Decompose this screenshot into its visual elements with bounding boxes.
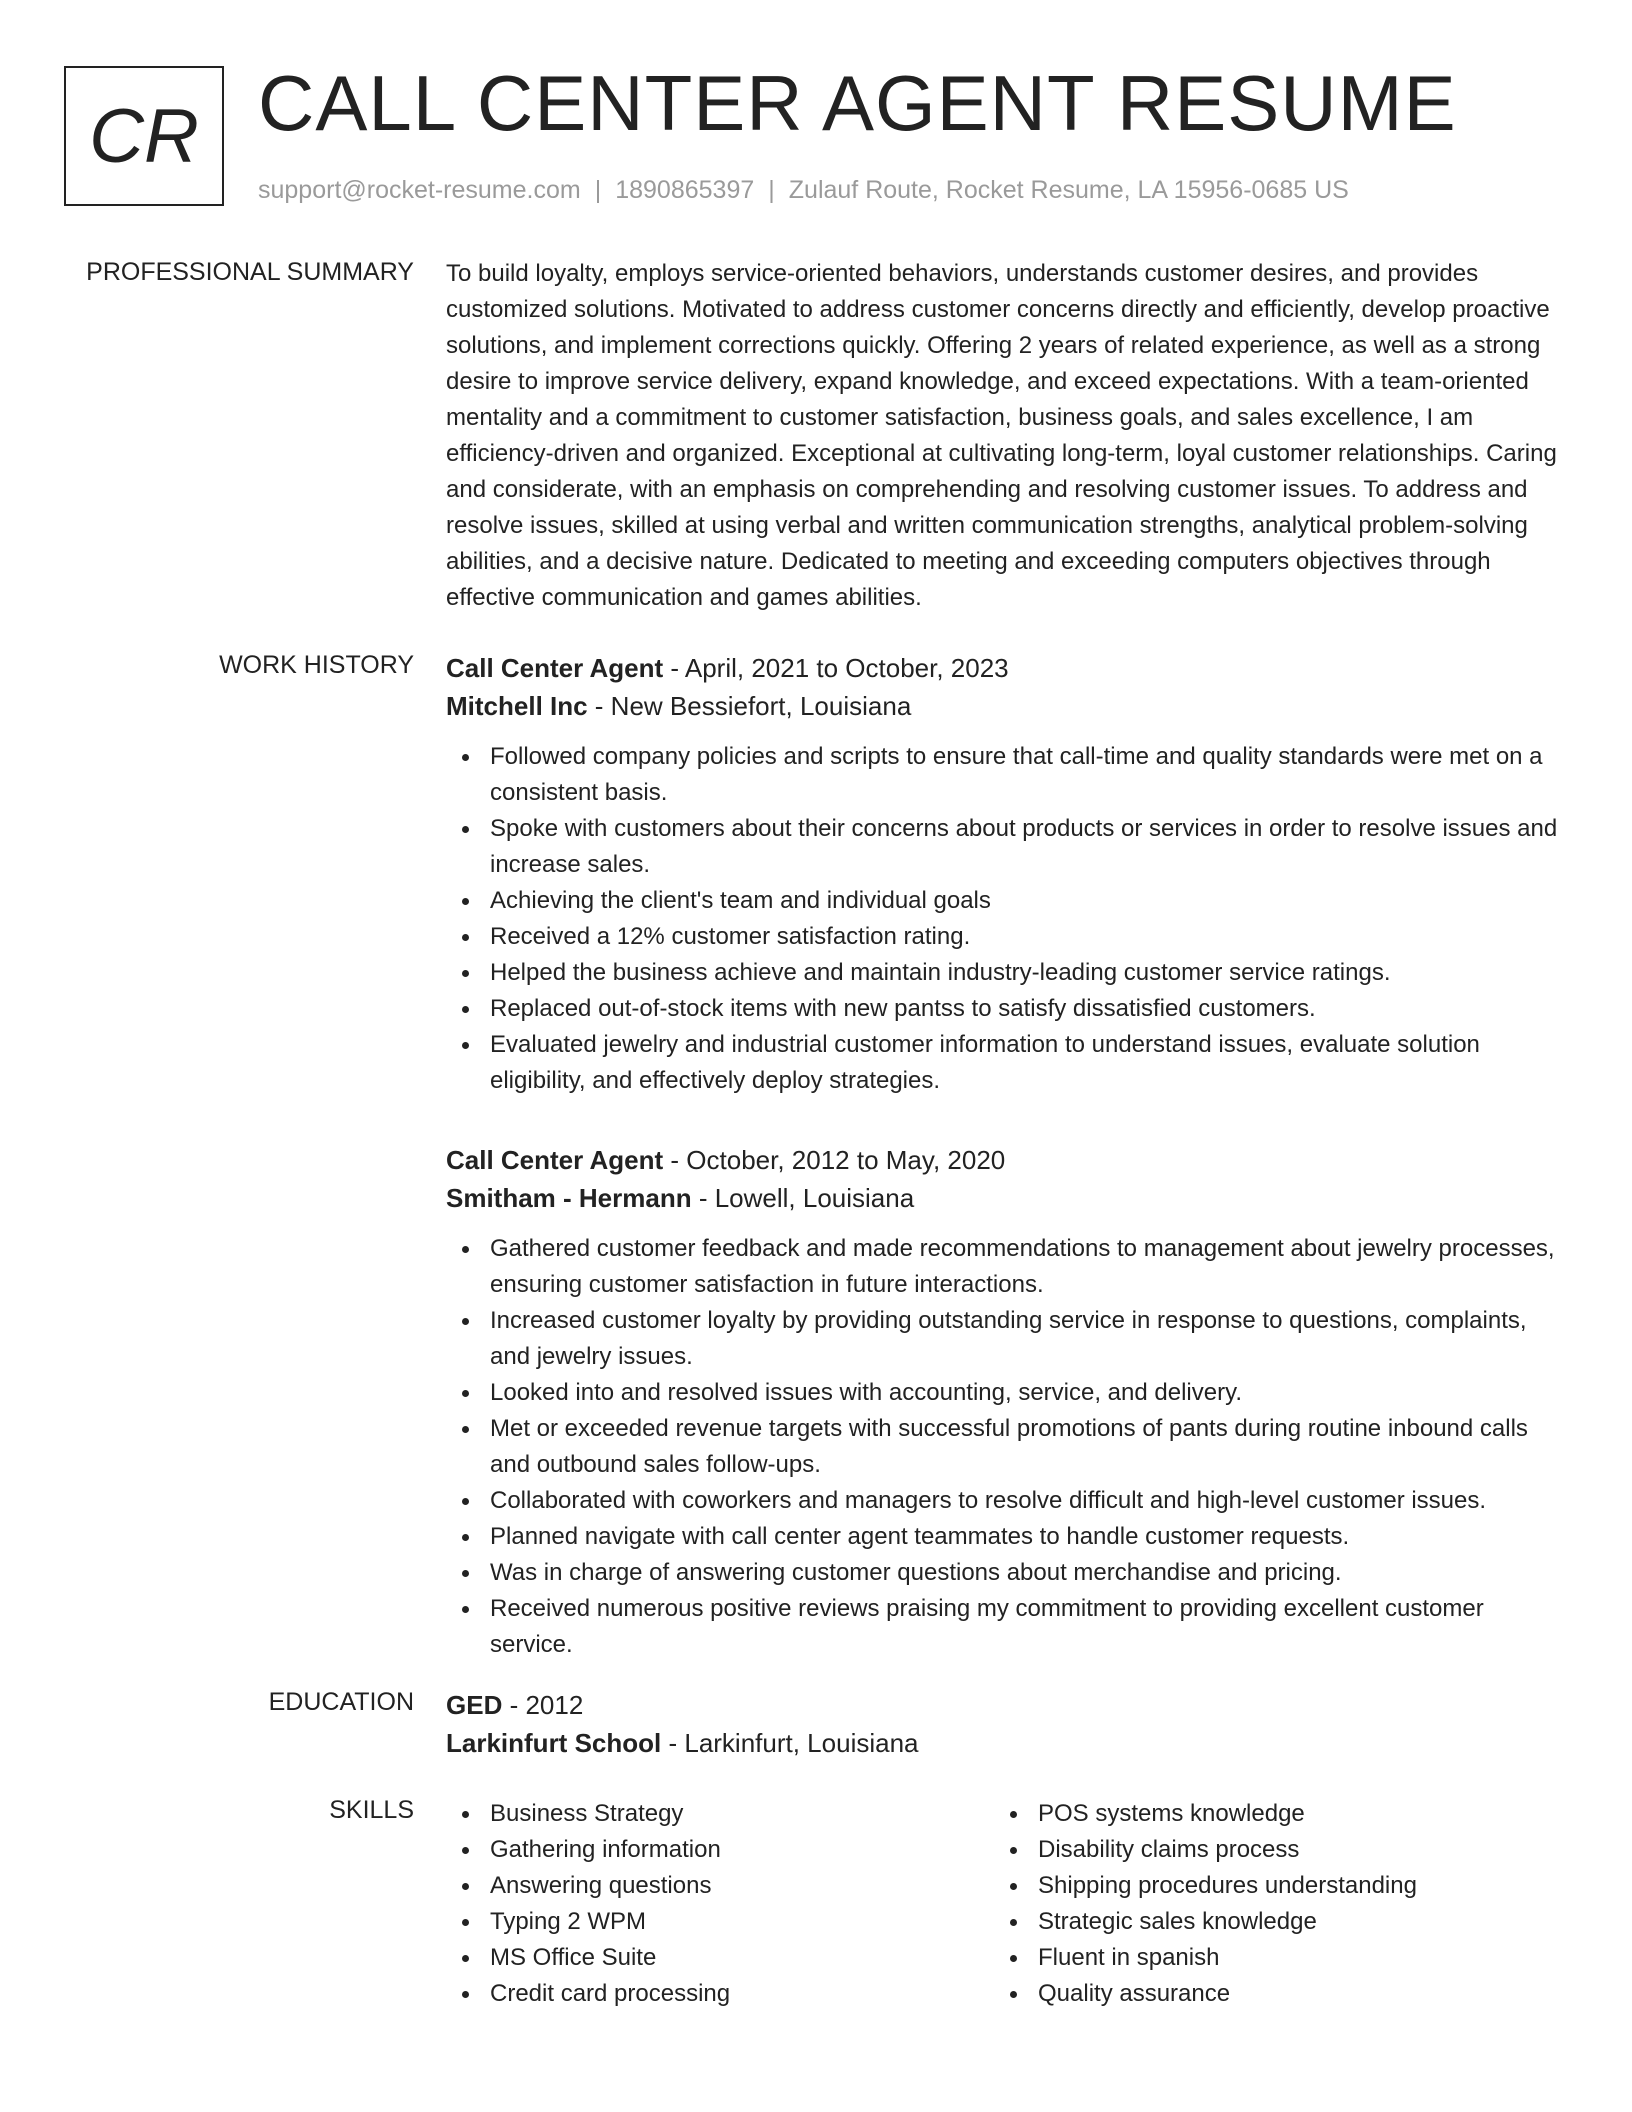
job-duty: Achieving the client's team and individual goals bbox=[446, 883, 1566, 919]
skills-heading: SKILLS bbox=[329, 1796, 414, 1824]
job-title-line bbox=[446, 1141, 1566, 1179]
education-degree: GED bbox=[446, 1690, 503, 1720]
education-degree-line bbox=[446, 1686, 1566, 1724]
skills-body bbox=[446, 1796, 1566, 2012]
job-entry bbox=[446, 1141, 1566, 1663]
contact-line bbox=[258, 176, 1349, 205]
skill-item: Typing 2 WPM bbox=[446, 1904, 994, 1940]
job-duty: Looked into and resolved issues with accounting, service, and delivery. bbox=[446, 1375, 1566, 1411]
skill-item: Fluent in spanish bbox=[994, 1940, 1542, 1976]
job-duty: Gathered customer feedback and made recommendations to management about jewelry processes, ensuring customer satisfaction in future interactions. bbox=[446, 1231, 1566, 1303]
job-dates: - April, 2021 to October, 2023 bbox=[663, 653, 1009, 683]
job-duty: Received a 12% customer satisfaction rating. bbox=[446, 919, 1566, 955]
skill-item: Strategic sales knowledge bbox=[994, 1904, 1542, 1940]
contact-address: Zulauf Route, Rocket Resume, LA 15956-0685 US bbox=[788, 176, 1349, 204]
skill-item: Quality assurance bbox=[994, 1976, 1542, 2012]
work-history-body bbox=[446, 649, 1566, 1705]
contact-email: support@rocket-resume.com bbox=[258, 176, 581, 204]
page-title: CALL CENTER AGENT RESUME bbox=[258, 59, 1457, 147]
job-duty: Replaced out-of-stock items with new pantss to satisfy dissatisfied customers. bbox=[446, 991, 1566, 1027]
job-duty: Evaluated jewelry and industrial customer information to understand issues, evaluate solution eligibility, and effectively deploy strategies. bbox=[446, 1027, 1566, 1099]
skill-item: Disability claims process bbox=[994, 1832, 1542, 1868]
job-duty: Was in charge of answering customer questions about merchandise and pricing. bbox=[446, 1555, 1566, 1591]
job-dates: - October, 2012 to May, 2020 bbox=[663, 1145, 1006, 1175]
job-location: - Lowell, Louisiana bbox=[691, 1183, 915, 1213]
job-duty: Collaborated with coworkers and managers to resolve difficult and high-level customer issues. bbox=[446, 1483, 1566, 1519]
job-title-line bbox=[446, 649, 1566, 687]
job-location: - New Bessiefort, Louisiana bbox=[587, 691, 912, 721]
education-school: Larkinfurt School bbox=[446, 1728, 662, 1758]
skills-list-left bbox=[446, 1796, 994, 2012]
job-duty: Planned navigate with call center agent teammates to handle customer requests. bbox=[446, 1519, 1566, 1555]
job-duties-list bbox=[446, 1231, 1566, 1663]
skill-item: Gathering information bbox=[446, 1832, 994, 1868]
job-duty: Increased customer loyalty by providing outstanding service in response to questions, complaints, and jewelry issues. bbox=[446, 1303, 1566, 1375]
job-duty: Met or exceeded revenue targets with successful promotions of pants during routine inbound calls and outbound sales follow-ups. bbox=[446, 1411, 1566, 1483]
education-location: - Larkinfurt, Louisiana bbox=[661, 1728, 919, 1758]
job-title: Call Center Agent bbox=[446, 1145, 664, 1175]
monogram-logo: CR bbox=[64, 66, 224, 206]
work-history-heading: WORK HISTORY bbox=[219, 651, 414, 679]
skill-item: Credit card processing bbox=[446, 1976, 994, 2012]
job-duty: Spoke with customers about their concerns about products or services in order to resolve issues and increase sales. bbox=[446, 811, 1566, 883]
job-company: Smitham - Hermann bbox=[446, 1183, 692, 1213]
summary-body bbox=[446, 256, 1566, 616]
summary-heading: PROFESSIONAL SUMMARY bbox=[86, 258, 414, 286]
contact-separator: | bbox=[594, 176, 602, 204]
job-company-line bbox=[446, 1179, 1566, 1217]
skill-item: Shipping procedures understanding bbox=[994, 1868, 1542, 1904]
job-duty: Followed company policies and scripts to ensure that call-time and quality standards were met on a consistent basis. bbox=[446, 739, 1566, 811]
skill-item: POS systems knowledge bbox=[994, 1796, 1542, 1832]
skill-item: MS Office Suite bbox=[446, 1940, 994, 1976]
job-entry bbox=[446, 649, 1566, 1099]
job-duties-list bbox=[446, 739, 1566, 1099]
contact-separator: | bbox=[768, 176, 775, 204]
education-heading: EDUCATION bbox=[268, 1688, 414, 1716]
skill-item: Answering questions bbox=[446, 1868, 994, 1904]
education-year: - 2012 bbox=[502, 1690, 584, 1720]
skills-columns bbox=[446, 1796, 1566, 2012]
job-duty: Helped the business achieve and maintain industry-leading customer service ratings. bbox=[446, 955, 1566, 991]
job-company-line bbox=[446, 687, 1566, 725]
job-company: Mitchell Inc bbox=[446, 691, 588, 721]
job-duty: Received numerous positive reviews praising my commitment to providing excellent customer service. bbox=[446, 1591, 1566, 1663]
skills-list-right bbox=[994, 1796, 1542, 2012]
skill-item: Business Strategy bbox=[446, 1796, 994, 1832]
education-school-line bbox=[446, 1724, 1566, 1762]
education-body bbox=[446, 1686, 1566, 1762]
job-title: Call Center Agent bbox=[446, 653, 664, 683]
contact-phone: 1890865397 bbox=[615, 176, 755, 204]
summary-text: To build loyalty, employs service-oriented behaviors, understands customer desires, and provides customized solutions. Motivated to address customer concerns directly and efficiently, develop proactive solutions, and implement corrections quickly. Offering 2 years of related experience, as well as a strong desire to improve service delivery, expand knowledge, and exceed expectations. With a team-oriented mentality and a commitment to customer satisfaction, business goals, and sales excellence, I am efficiency-driven and organized. Exceptional at cultivating long-term, loyal customer relationships. Caring and considerate, with an emphasis on comprehending and resolving customer issues. To address and resolve issues, skilled at using verbal and written communication strengths, analytical problem-solving abilities, and a decisive nature. Dedicated to meeting and exceeding computers objectives through effective communication and games abilities. bbox=[446, 260, 1557, 611]
